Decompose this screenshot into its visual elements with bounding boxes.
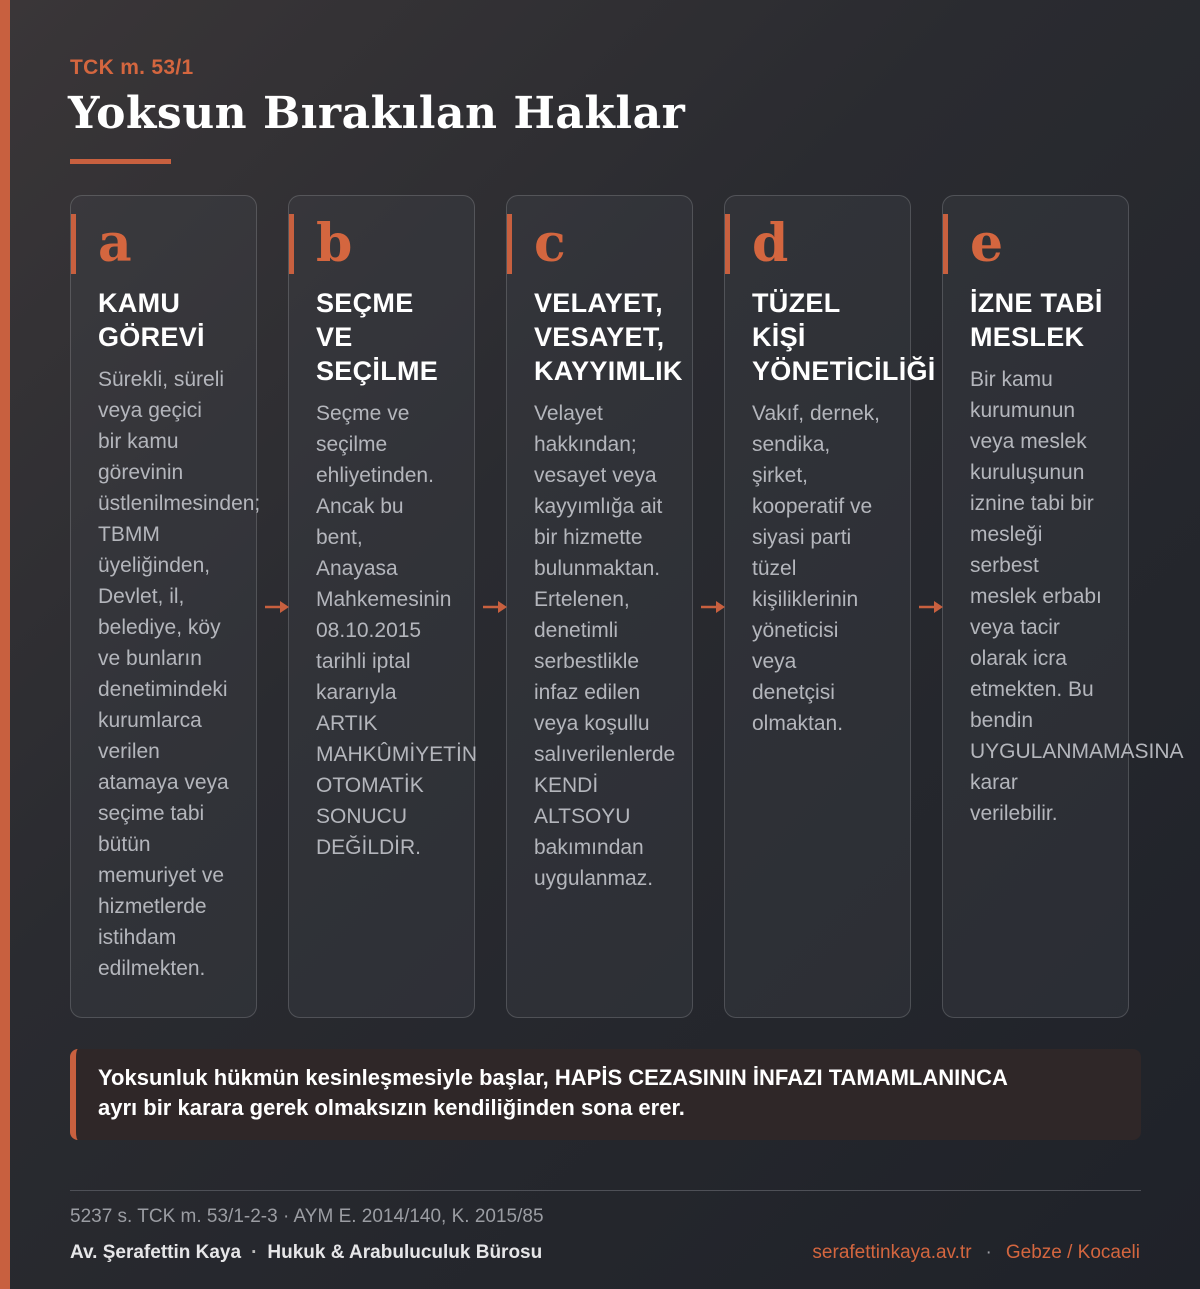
footer-author-block — [70, 1242, 542, 1264]
title-underline — [70, 159, 171, 164]
card-letter: d — [752, 213, 789, 274]
footer-reference: 5237 s. TCK m. 53/1-2-3 · AYM E. 2014/140, K. 2015/85 — [70, 1206, 544, 1227]
arrow-right-icon — [264, 597, 290, 617]
left-accent-bar — [0, 0, 10, 1289]
card-accent-bar — [289, 214, 294, 274]
card-letter: a — [98, 213, 132, 274]
card-letter: b — [316, 213, 353, 274]
card-body: Seçme ve seçilme ehliyetinden. Ancak bu bent, Anayasa Mahkemesinin 08.10.2015 tarihli iptal kararıyla ARTIK MAHKÛMİYETİN OTOMATİK SONUCU DEĞİLDİR. — [316, 402, 478, 859]
rights-cards — [70, 195, 1184, 1020]
eyebrow-label: TCK m. 53/1 — [70, 56, 194, 79]
card-heading: SEÇME VE SEÇİLME — [316, 288, 439, 386]
card-body: Vakıf, dernek, sendika, şirket, kooperatif ve siyasi parti tüzel kişiliklerinin yöneticisi veya denetçisi olmaktan. — [752, 402, 881, 735]
footer-divider — [70, 1190, 1141, 1191]
card-heading: TÜZEL KİŞİ YÖNETİCİLİĞİ — [752, 288, 936, 386]
card-accent-bar — [725, 214, 730, 274]
footer-separator: · — [251, 1242, 258, 1263]
footer-contact-block — [812, 1242, 1140, 1264]
footer-office: Hukuk & Arabuluculuk Bürosu — [267, 1242, 543, 1263]
card-c — [506, 195, 693, 1018]
notice-box — [70, 1049, 1141, 1140]
card-heading: KAMU GÖREVİ — [98, 288, 205, 352]
card-accent-bar — [71, 214, 76, 274]
card-accent-bar — [507, 214, 512, 274]
footer-author: Av. Şerafettin Kaya — [70, 1242, 242, 1263]
footer-location: Gebze / Kocaeli — [1005, 1242, 1140, 1263]
arrow-right-icon — [482, 597, 508, 617]
footer-website-link[interactable]: serafettinkaya.av.tr — [812, 1242, 972, 1263]
card-body: Bir kamu kurumunun veya meslek kuruluşunun iznine tabi bir mesleği serbest meslek erbabı veya tacir olarak icra etmekten. Bu bendin UYGULANMAMASINA karar verilebilir. — [970, 368, 1184, 825]
card-letter: c — [534, 213, 566, 274]
card-b — [288, 195, 478, 1018]
card-a — [70, 195, 261, 1018]
card-d — [724, 195, 936, 1018]
footer-separator: · — [985, 1242, 992, 1263]
notice-text: Yoksunluk hükmün kesinleşmesiyle başlar, HAPİS CEZASININ İNFAZI TAMAMLANINCA ayrı bir karara gerek olmaksızın kendiliğinden sona erer. — [98, 1065, 1008, 1120]
card-heading: VELAYET, VESAYET, KAYYIMLIK — [534, 288, 683, 386]
page-title: Yoksun Bırakılan Haklar — [68, 88, 686, 139]
card-accent-bar — [943, 214, 948, 274]
card-letter: e — [970, 213, 1004, 274]
card-e — [942, 195, 1184, 1018]
card-body: Velayet hakkından; vesayet veya kayyımlığa ait bir hizmette bulunmaktan. Ertelenen, denetimli serbestlikle infaz edilen veya koşullu salıverilenlerde KENDİ ALTSOYU bakımından uygulanmaz. — [534, 402, 676, 890]
arrow-right-icon — [700, 597, 726, 617]
arrow-right-icon — [918, 597, 944, 617]
card-body: Sürekli, süreli veya geçici bir kamu görevinin üstlenilmesinden; TBMM üyeliğinden, Devlet, il, belediye, köy ve bunların denetimindeki kurumlarca verilen atamaya veya seçime tabi bütün memuriyet ve hizmetlerde istihdam edilmekten. — [98, 368, 261, 980]
card-heading: İZNE TABİ MESLEK — [970, 288, 1103, 352]
